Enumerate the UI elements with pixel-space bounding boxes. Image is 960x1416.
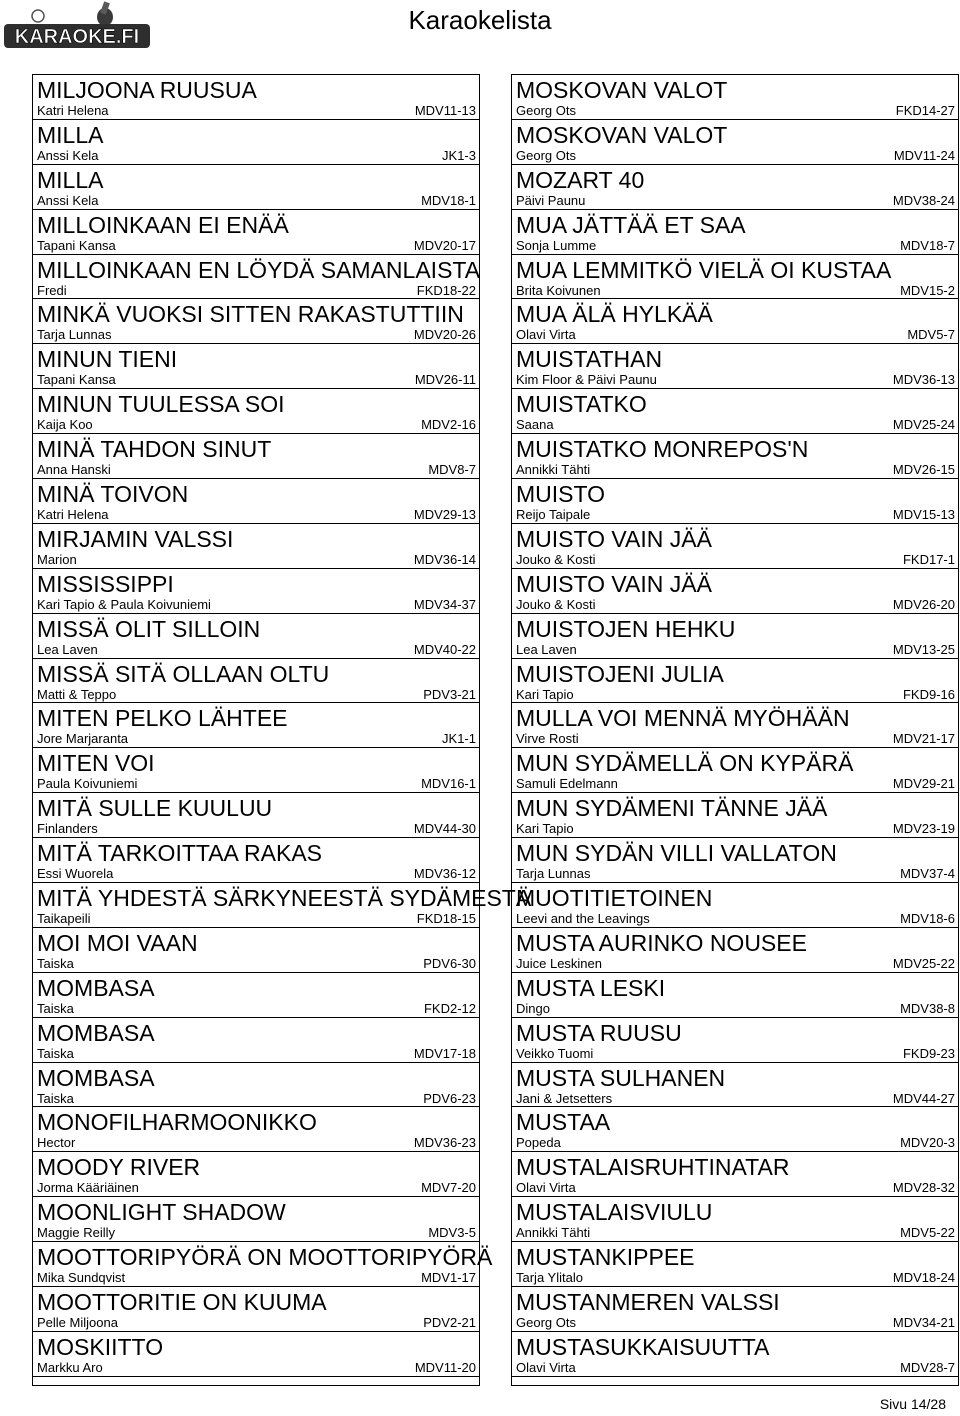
- song-entry: [512, 210, 958, 255]
- song-artist: Annikki Tähti: [516, 462, 591, 478]
- song-title: MUSTAA: [516, 1109, 611, 1136]
- song-title: MUSTA RUUSU: [516, 1019, 682, 1046]
- song-code: MDV18-7: [900, 237, 955, 253]
- song-artist: Olavi Virta: [516, 1359, 576, 1375]
- song-code: MDV34-21: [892, 1315, 955, 1331]
- song-title: MUISTO: [516, 481, 606, 508]
- song-title: MISSÄ OLIT SILLOIN: [37, 615, 261, 642]
- song-artist: Tarja Lunnas: [516, 866, 591, 882]
- song-artist: Tapani Kansa: [37, 237, 116, 253]
- song-entry: [512, 569, 958, 614]
- song-title: MULLA VOI MENNÄ MYÖHÄÄN: [516, 705, 850, 732]
- song-code: MDV15-2: [900, 282, 955, 298]
- song-artist: Taiska: [37, 1090, 74, 1106]
- song-entry: [512, 703, 958, 748]
- song-title: MUISTATHAN: [516, 346, 663, 373]
- song-title: MITÄ SULLE KUULUU: [37, 795, 273, 822]
- song-code: MDV18-1: [421, 192, 476, 208]
- song-entry: [33, 524, 479, 569]
- song-title: MUISTO VAIN JÄÄ: [516, 570, 712, 597]
- song-list-left: [32, 74, 532, 1386]
- song-artist: Pelle Miljoona: [37, 1315, 118, 1331]
- song-title: MUN SYDÄMENI TÄNNE JÄÄ: [516, 795, 828, 822]
- song-artist: Päivi Paunu: [516, 192, 586, 208]
- song-artist: Georg Ots: [516, 1315, 576, 1331]
- song-artist: Taiska: [37, 1045, 74, 1061]
- song-entry: [33, 614, 479, 659]
- song-artist: Kari Tapio & Paula Koivuniemi: [37, 596, 211, 612]
- song-code: MDV11-13: [414, 103, 476, 118]
- song-artist: Fredi: [37, 282, 67, 298]
- song-entry: [33, 1018, 479, 1063]
- song-title: MUSTALAISRUHTINATAR: [516, 1154, 790, 1181]
- song-artist: Katri Helena: [37, 507, 109, 523]
- song-entry: [33, 883, 532, 928]
- song-artist: Sonja Lumme: [516, 237, 597, 253]
- song-code: FKD18-22: [416, 282, 476, 298]
- song-title: MOODY RIVER: [37, 1154, 201, 1181]
- song-code: MDV38-8: [900, 1000, 955, 1016]
- song-entry: [33, 120, 479, 165]
- song-artist: Jorma Kääriäinen: [37, 1180, 139, 1196]
- song-entry: [33, 344, 479, 389]
- song-artist: Kaija Koo: [37, 417, 93, 433]
- song-code: MDV7-20: [421, 1180, 476, 1196]
- song-title: MILJOONA RUUSUA: [37, 77, 257, 103]
- song-entry: [512, 344, 958, 389]
- song-entry: [33, 210, 479, 255]
- song-artist: Juice Leskinen: [516, 955, 602, 971]
- song-code: MDV36-13: [892, 372, 955, 388]
- page-title: Karaokelista: [408, 5, 552, 35]
- song-code: PDV6-30: [423, 955, 476, 971]
- song-code: MDV26-11: [414, 372, 476, 388]
- song-code: MDV13-25: [892, 641, 955, 657]
- song-artist: Taikapeili: [37, 911, 91, 927]
- song-entry: [512, 524, 958, 569]
- song-code: MDV36-12: [413, 866, 476, 882]
- song-code: MDV38-24: [892, 192, 955, 208]
- song-artist: Jore Marjaranta: [37, 731, 129, 747]
- song-title: MUISTO VAIN JÄÄ: [516, 525, 712, 552]
- song-entry: [33, 748, 479, 793]
- song-title: MINÄ TOIVON: [37, 481, 189, 508]
- song-title: MONOFILHARMOONIKKO: [37, 1109, 317, 1136]
- song-title: MISSÄ SITÄ OLLAAN OLTU: [37, 660, 330, 687]
- song-code: MDV25-24: [892, 417, 955, 433]
- song-code: MDV40-22: [413, 641, 476, 657]
- song-title: MUISTATKO: [516, 391, 647, 418]
- song-code: MDV17-18: [413, 1045, 476, 1061]
- song-title: MUA JÄTTÄÄ ET SAA: [516, 211, 746, 238]
- song-artist: Anssi Kela: [37, 192, 99, 208]
- song-entry: [33, 165, 479, 210]
- song-artist: Maggie Reilly: [37, 1225, 116, 1241]
- song-artist: Kari Tapio: [516, 821, 574, 837]
- song-artist: Annikki Tähti: [516, 1225, 591, 1241]
- song-code: FKD14-27: [895, 103, 955, 118]
- song-entry: [33, 1332, 479, 1377]
- song-artist: Virve Rosti: [516, 731, 579, 747]
- song-code: JK1-3: [442, 147, 476, 163]
- song-entry: [33, 434, 479, 479]
- song-artist: Jani & Jetsetters: [516, 1090, 613, 1106]
- song-artist: Samuli Edelmann: [516, 776, 618, 792]
- song-artist: Taiska: [37, 955, 74, 971]
- song-code: PDV6-23: [423, 1090, 476, 1106]
- song-title: MINUN TIENI: [37, 346, 178, 373]
- song-title: MILLOINKAAN EI ENÄÄ: [37, 211, 289, 238]
- song-entry: [33, 1063, 479, 1108]
- song-code: PDV3-21: [423, 686, 476, 702]
- song-code: FKD9-16: [902, 686, 955, 702]
- song-entry: [512, 1332, 958, 1377]
- song-title: MOSKOVAN VALOT: [516, 77, 728, 103]
- song-title: MIRJAMIN VALSSI: [37, 525, 234, 552]
- song-entry: [33, 1107, 479, 1152]
- song-code: MDV34-37: [413, 596, 476, 612]
- song-artist: Georg Ots: [516, 103, 576, 118]
- song-entry: [512, 479, 958, 524]
- song-artist: Brita Koivunen: [516, 282, 601, 298]
- song-entry: [33, 1197, 479, 1242]
- song-code: MDV20-3: [900, 1135, 955, 1151]
- song-entry: [33, 928, 479, 973]
- song-artist: Hector: [37, 1135, 76, 1151]
- song-entry: [512, 120, 958, 165]
- song-title: MUSTALAISVIULU: [516, 1199, 713, 1226]
- song-title: MINUN TUULESSA SOI: [37, 391, 285, 418]
- song-code: MDV18-6: [900, 911, 955, 927]
- song-artist: Marion: [37, 551, 77, 567]
- song-title: MUISTATKO MONREPOS'N: [516, 436, 809, 463]
- song-list-right: [511, 74, 959, 1386]
- page-number: Sivu 14/28: [879, 1396, 946, 1412]
- song-title: MILLA: [37, 121, 104, 148]
- song-title: MINKÄ VUOKSI SITTEN RAKASTUTTIIN: [37, 301, 464, 328]
- song-code: MDV37-4: [900, 866, 955, 882]
- song-title: MOSKOVAN VALOT: [516, 121, 728, 148]
- song-artist: Olavi Virta: [516, 1180, 576, 1196]
- song-code: MDV18-24: [892, 1270, 955, 1286]
- song-entry: [33, 255, 479, 300]
- song-artist: Popeda: [516, 1135, 561, 1151]
- song-artist: Markku Aro: [37, 1359, 103, 1375]
- song-code: FKD9-23: [902, 1045, 955, 1061]
- song-entry: [33, 75, 479, 120]
- song-entry: [512, 165, 958, 210]
- song-artist: Saana: [516, 417, 554, 433]
- song-title: MOMBASA: [37, 1019, 155, 1046]
- song-title: MUA LEMMITKÖ VIELÄ OI KUSTAA: [516, 256, 892, 283]
- song-entry: [512, 434, 958, 479]
- song-artist: Leevi and the Leavings: [516, 911, 650, 927]
- song-code: MDV11-20: [414, 1359, 476, 1375]
- song-title: MOZART 40: [516, 166, 645, 193]
- song-code: MDV29-13: [413, 507, 476, 523]
- song-entry: [33, 479, 479, 524]
- song-entry: [512, 793, 958, 838]
- song-entry: [512, 299, 958, 344]
- song-entry: [33, 703, 479, 748]
- song-code: MDV36-23: [413, 1135, 476, 1151]
- song-code: JK1-1: [442, 731, 476, 747]
- song-entry: [512, 928, 958, 973]
- song-title: MOOTTORITIE ON KUUMA: [37, 1289, 327, 1316]
- song-code: MDV28-32: [892, 1180, 955, 1196]
- song-artist: Katri Helena: [37, 103, 109, 118]
- song-artist: Taiska: [37, 1000, 74, 1016]
- song-entry: [512, 1197, 958, 1242]
- song-code: MDV15-13: [892, 507, 955, 523]
- song-title: MUOTITIETOINEN: [516, 885, 713, 912]
- song-code: MDV26-20: [892, 596, 955, 612]
- song-code: MDV2-16: [421, 417, 476, 433]
- song-code: MDV44-30: [413, 821, 476, 837]
- song-artist: Lea Laven: [516, 641, 577, 657]
- song-title: MOONLIGHT SHADOW: [37, 1199, 286, 1226]
- song-title: MITÄ TARKOITTAA RAKAS: [37, 840, 322, 867]
- song-entry: [33, 659, 479, 704]
- song-artist: Kim Floor & Päivi Paunu: [516, 372, 657, 388]
- song-artist: Tarja Ylitalo: [516, 1270, 583, 1286]
- song-entry: [512, 1107, 958, 1152]
- song-code: MDV29-21: [892, 776, 955, 792]
- song-title: MUSTASUKKAISUUTTA: [516, 1333, 770, 1360]
- song-code: MDV25-22: [892, 955, 955, 971]
- song-entry: [33, 1152, 479, 1197]
- song-code: MDV23-19: [892, 821, 955, 837]
- song-title: MOOTTORIPYÖRÄ ON MOOTTORIPYÖRÄ: [37, 1244, 493, 1271]
- song-code: MDV36-14: [413, 551, 476, 567]
- song-title: MITEN PELKO LÄHTEE: [37, 705, 288, 732]
- song-code: MDV5-22: [900, 1225, 955, 1241]
- song-artist: Finlanders: [37, 821, 98, 837]
- song-entry: [512, 1287, 958, 1332]
- song-code: FKD17-1: [902, 551, 955, 567]
- song-title: MUISTOJENI JULIA: [516, 660, 724, 687]
- song-entry: [512, 1152, 958, 1197]
- song-artist: Jouko & Kosti: [516, 551, 596, 567]
- song-title: MOI MOI VAAN: [37, 929, 198, 956]
- song-code: MDV28-7: [900, 1359, 955, 1375]
- song-entry: [33, 389, 479, 434]
- song-title: MILLOINKAAN EN LÖYDÄ SAMANLAISTA: [37, 256, 481, 283]
- song-title: MOMBASA: [37, 974, 155, 1001]
- song-entry: [512, 1242, 958, 1287]
- song-entry: [33, 793, 479, 838]
- song-code: MDV8-7: [428, 462, 476, 478]
- song-entry: [512, 838, 958, 883]
- song-entry: [512, 255, 958, 300]
- song-artist: Matti & Teppo: [37, 686, 117, 702]
- song-title: MUN SYDÄMELLÄ ON KYPÄRÄ: [516, 750, 854, 777]
- song-artist: Lea Laven: [37, 641, 98, 657]
- song-title: MOSKIITTO: [37, 1333, 164, 1360]
- song-artist: Kari Tapio: [516, 686, 574, 702]
- song-title: MILLA: [37, 166, 104, 193]
- song-entry: [512, 883, 958, 928]
- song-title: MINÄ TAHDON SINUT: [37, 436, 272, 463]
- song-entry: [512, 75, 958, 120]
- song-entry: [512, 389, 958, 434]
- song-artist: Reijo Taipale: [516, 507, 591, 523]
- song-entry: [33, 973, 479, 1018]
- song-title: MUISTOJEN HEHKU: [516, 615, 736, 642]
- song-artist: Anna Hanski: [37, 462, 111, 478]
- song-code: MDV1-17: [421, 1270, 476, 1286]
- song-entry: [512, 659, 958, 704]
- song-title: MOMBASA: [37, 1064, 155, 1091]
- song-title: MUSTANKIPPEE: [516, 1244, 695, 1271]
- song-entry: [33, 1287, 479, 1332]
- song-code: MDV11-24: [893, 147, 955, 163]
- song-artist: Mika Sundqvist: [37, 1270, 126, 1286]
- song-artist: Veikko Tuomi: [516, 1045, 594, 1061]
- song-artist: Tarja Lunnas: [37, 327, 112, 343]
- song-title: MUN SYDÄN VILLI VALLATON: [516, 840, 837, 867]
- song-code: MDV44-27: [892, 1090, 955, 1106]
- song-entry: [512, 1063, 958, 1108]
- song-artist: Paula Koivuniemi: [37, 776, 138, 792]
- song-title: MITEN VOI: [37, 750, 155, 777]
- song-code: FKD2-12: [423, 1000, 476, 1016]
- song-entry: [512, 973, 958, 1018]
- song-title: MUA ÄLÄ HYLKÄÄ: [516, 301, 713, 328]
- song-code: MDV16-1: [421, 776, 476, 792]
- song-artist: Anssi Kela: [37, 147, 99, 163]
- song-code: FKD18-15: [416, 911, 476, 927]
- song-title: MUSTA SULHANEN: [516, 1064, 726, 1091]
- song-artist: Essi Wuorela: [37, 866, 114, 882]
- song-artist: Jouko & Kosti: [516, 596, 596, 612]
- song-artist: Olavi Virta: [516, 327, 576, 343]
- song-entry: [33, 838, 479, 883]
- song-title: MUSTA AURINKO NOUSEE: [516, 929, 807, 956]
- song-entry: [512, 748, 958, 793]
- song-entry: [512, 1018, 958, 1063]
- song-code: MDV3-5: [428, 1225, 476, 1241]
- song-entry: [33, 569, 479, 614]
- song-artist: Dingo: [516, 1000, 550, 1016]
- song-entry: [512, 614, 958, 659]
- song-entry: [33, 1242, 493, 1287]
- song-title: MITÄ YHDESTÄ SÄRKYNEESTÄ SYDÄMESTÄ: [37, 885, 532, 912]
- song-code: MDV20-17: [413, 237, 476, 253]
- song-artist: Tapani Kansa: [37, 372, 116, 388]
- logo-text: KARAOKE.FI: [14, 26, 140, 48]
- song-entry: [33, 299, 479, 344]
- song-code: MDV21-17: [892, 731, 955, 747]
- song-code: MDV26-15: [892, 462, 955, 478]
- song-title: MUSTANMEREN VALSSI: [516, 1289, 780, 1316]
- song-code: MDV5-7: [907, 327, 955, 343]
- song-title: MUSTA LESKI: [516, 974, 666, 1001]
- song-title: MISSISSIPPI: [37, 570, 174, 597]
- song-artist: Georg Ots: [516, 147, 576, 163]
- song-code: PDV2-21: [423, 1315, 476, 1331]
- song-code: MDV20-26: [413, 327, 476, 343]
